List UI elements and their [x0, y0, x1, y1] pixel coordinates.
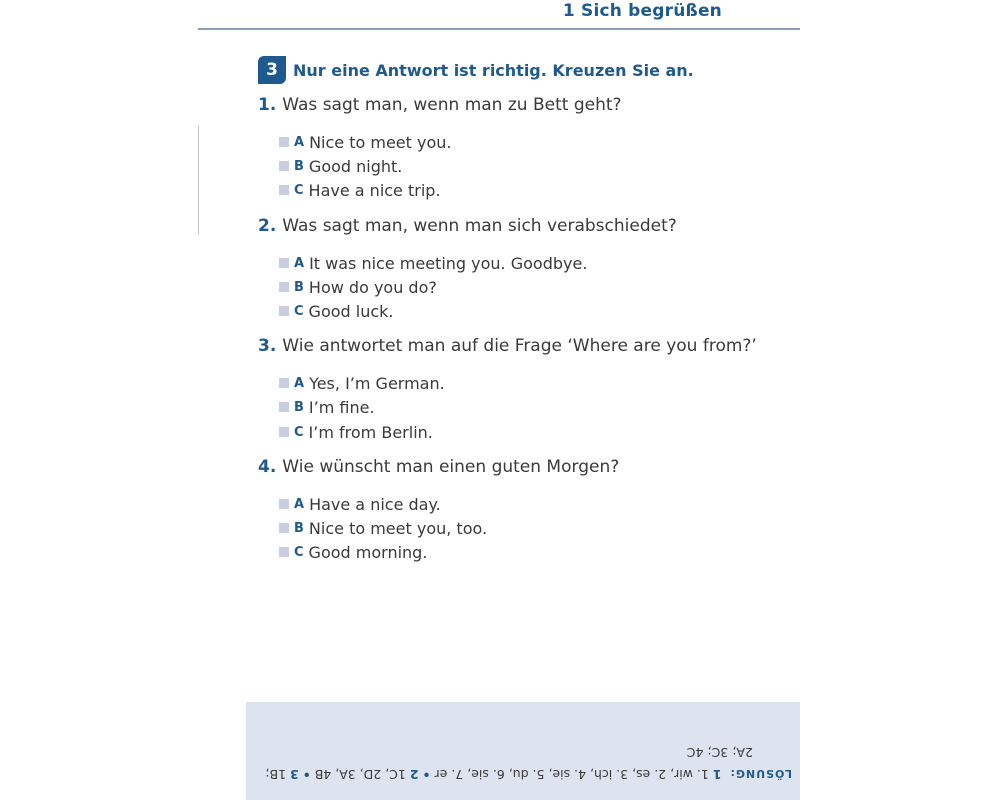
question-3 — [258, 336, 757, 356]
solution-part-2-num: 2 — [409, 767, 419, 782]
option-text: Good night. — [308, 156, 403, 176]
question-2 — [258, 216, 677, 236]
chapter-header — [198, 0, 800, 30]
margin-rule — [198, 125, 199, 235]
solution-label: LÖSUNG: — [729, 767, 792, 780]
option-1a[interactable] — [279, 131, 451, 153]
exercise-number-badge: 3 — [258, 56, 286, 84]
checkbox[interactable] — [279, 523, 289, 533]
checkbox[interactable] — [279, 258, 289, 268]
option-letter: B — [294, 279, 304, 295]
checkbox[interactable] — [279, 547, 289, 557]
exercise-title — [258, 55, 694, 85]
exercise-instruction: Nur eine Antwort ist richtig. Kreuzen Sie an. — [293, 60, 694, 80]
option-text: Nice to meet you, too. — [308, 518, 488, 538]
solution-part-3-text: 1B; — [265, 767, 287, 782]
option-letter: A — [294, 375, 305, 391]
solution-separator: • — [302, 767, 311, 782]
option-3b[interactable] — [279, 396, 375, 418]
option-letter: A — [294, 496, 305, 512]
option-2a[interactable] — [279, 252, 587, 274]
option-text: Yes, I’m German. — [309, 373, 445, 393]
option-3a[interactable] — [279, 372, 445, 394]
question-number: 4. — [258, 457, 277, 477]
option-text: Good luck. — [308, 301, 394, 321]
option-3c[interactable] — [279, 421, 433, 443]
question-number: 2. — [258, 216, 277, 236]
question-text: Was sagt man, wenn man sich verabschiedet? — [282, 216, 677, 236]
option-text: Have a nice trip. — [308, 180, 441, 200]
checkbox[interactable] — [279, 161, 289, 171]
option-2b[interactable] — [279, 276, 437, 298]
question-number: 1. — [258, 95, 277, 115]
option-text: Nice to meet you. — [309, 132, 452, 152]
question-4 — [258, 457, 619, 477]
option-text: I’m fine. — [308, 397, 375, 417]
solution-line-1 — [265, 767, 792, 782]
question-text: Wie wünscht man einen guten Morgen? — [282, 457, 620, 477]
option-1c[interactable] — [279, 179, 441, 201]
option-4c[interactable] — [279, 541, 427, 563]
question-1 — [258, 95, 622, 115]
option-letter: B — [294, 399, 304, 415]
option-letter: B — [294, 158, 304, 174]
checkbox[interactable] — [279, 282, 289, 292]
solution-rotated — [246, 702, 800, 800]
checkbox[interactable] — [279, 378, 289, 388]
option-4b[interactable] — [279, 517, 487, 539]
option-text: I’m from Berlin. — [308, 422, 433, 442]
option-letter: C — [294, 424, 304, 440]
option-letter: C — [294, 544, 304, 560]
option-letter: C — [294, 182, 304, 198]
option-letter: A — [294, 134, 305, 150]
solution-box — [246, 702, 800, 800]
checkbox[interactable] — [279, 137, 289, 147]
option-letter: C — [294, 303, 304, 319]
solution-line-2: 2A; 3C; 4C — [686, 745, 753, 760]
checkbox[interactable] — [279, 499, 289, 509]
checkbox[interactable] — [279, 427, 289, 437]
chapter-title: 1 Sich begrüßen — [562, 1, 722, 21]
solution-separator: • — [422, 767, 431, 782]
solution-part-2-text: 1C, 2D, 3A, 4B — [314, 767, 406, 782]
option-text: How do you do? — [308, 277, 437, 297]
solution-part-1-text: 1. wir, 2. es, 3. ich, 4. sie, 5. du, 6. sie, 7. er — [434, 767, 709, 782]
question-number: 3. — [258, 336, 277, 356]
checkbox[interactable] — [279, 306, 289, 316]
option-4a[interactable] — [279, 493, 441, 515]
question-text: Was sagt man, wenn man zu Bett geht? — [282, 95, 622, 115]
option-2c[interactable] — [279, 300, 394, 322]
solution-part-1-num: 1 — [712, 767, 722, 782]
question-text: Wie antwortet man auf die Frage ‘Where are you from?’ — [282, 336, 757, 356]
option-text: Have a nice day. — [309, 494, 441, 514]
option-text: Good morning. — [308, 542, 428, 562]
solution-part-3-num: 3 — [290, 767, 299, 782]
checkbox[interactable] — [279, 185, 289, 195]
option-1b[interactable] — [279, 155, 402, 177]
option-letter: A — [294, 255, 305, 271]
checkbox[interactable] — [279, 402, 289, 412]
option-letter: B — [294, 520, 304, 536]
option-text: It was nice meeting you. Goodbye. — [309, 253, 588, 273]
